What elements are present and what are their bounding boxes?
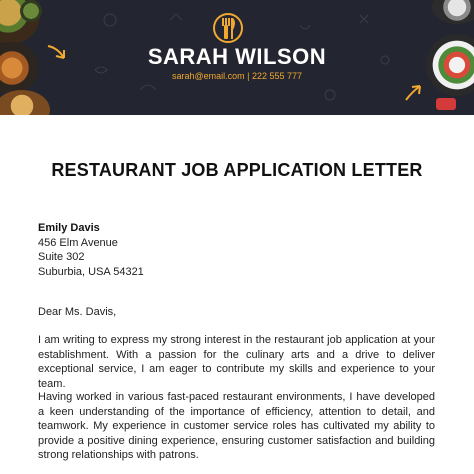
food-plate-image	[20, 0, 42, 22]
food-plate-image	[436, 98, 456, 110]
sender-contact: sarah@email.com | 222 555 777	[171, 71, 303, 81]
recipient-address-block	[38, 221, 144, 279]
body-paragraph: I am writing to express my strong interest in the restaurant job application at your establishment. With a passion for the culinary arts and a drive to deliver exceptional service, I am eager to contribute my skills and experience to your team.	[38, 334, 435, 390]
header-banner	[0, 0, 474, 115]
recipient-address-line: Suburbia, USA 54321	[38, 265, 144, 278]
body-paragraph: Having worked in various fast-paced restaurant environments, I have developed a keen understanding of the importance of efficiency, attention to detail, and teamwork. My experience in customer service roles has cultivated my ability to provide a positive dining experience, ensuring customer satisfaction and building strong relationships with patrons.	[38, 391, 435, 461]
sender-name: SARAH WILSON	[147, 44, 327, 69]
fork-knife-icon	[212, 12, 244, 44]
letter-title: RESTAURANT JOB APPLICATION LETTER	[51, 160, 423, 180]
recipient-name: Emily Davis	[38, 222, 100, 234]
recipient-address-line: 456 Elm Avenue	[38, 236, 118, 249]
arrow-doodle-icon	[402, 82, 426, 104]
recipient-address-line: Suite 302	[38, 251, 85, 263]
letter-greeting: Dear Ms. Davis,	[38, 306, 117, 318]
